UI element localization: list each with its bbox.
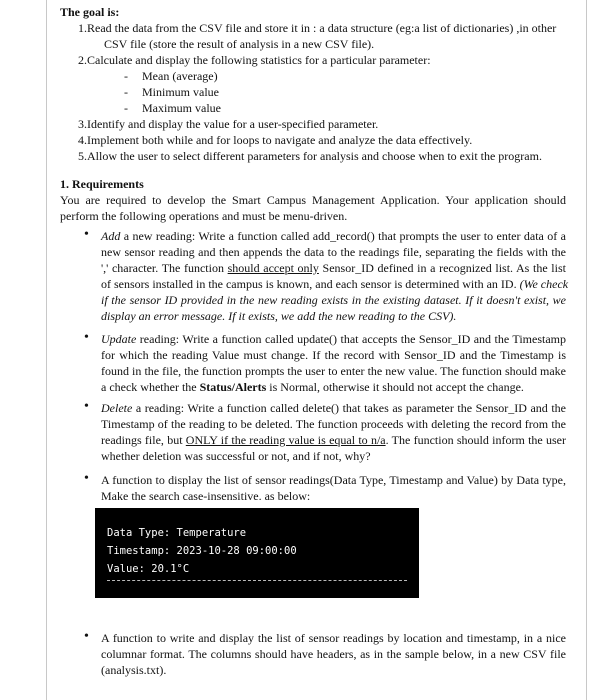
goal-heading: The goal is: [60, 5, 120, 19]
delete-line-2: Timestamp of the reading to be deleted. The function proceeds with deleting the record from the [101, 417, 566, 431]
goal-item-5: 5.Allow the user to select different parameters for analysis and choose when to exit the program. [78, 149, 542, 163]
goal-item-4: 4.Implement both while and for loops to navigate and analyze the data effectively. [78, 133, 473, 147]
bullet-icon: • [84, 471, 89, 486]
add-line-1: Add a new reading: Write a function called add_record() that prompts the user to enter data of a [101, 229, 566, 243]
add-line-3: ',' character. The function should accept only Sensor_ID defined in a recognized list. As the list [101, 261, 566, 275]
update-line-3: found in the file, the function prompts the user to enter the new value. The function should make [101, 364, 566, 378]
stat-dash: - [124, 85, 128, 99]
update-line-4: a check whether the Status/Alerts is Normal, otherwise it should not accept the change. [101, 380, 524, 394]
goal-item-3: 3.Identify and display the value for a user-specified parameter. [78, 117, 379, 131]
stat-dash: - [124, 69, 128, 83]
stat-min: Minimum value [142, 85, 219, 99]
stat-mean: Mean (average) [142, 69, 218, 83]
terminal-timestamp: Timestamp: 2023-10-28 09:00:00 [107, 545, 297, 557]
bullet-icon: • [84, 399, 89, 414]
requirements-intro-line: You are required to develop the Smart Campus Management Application. Your application should [60, 193, 566, 207]
goal-item-1-cont: CSV file (store the result of analysis in a new CSV file). [104, 37, 375, 51]
goal-item-2: 2.Calculate and display the following statistics for a particular parameter: [78, 53, 431, 67]
bullet-icon: • [84, 227, 89, 242]
terminal-data-type: Data Type: Temperature [107, 527, 247, 539]
display-line-1: A function to display the list of sensor readings(Data Type, Timestamp and Value) by Data type, [101, 473, 566, 487]
write-line-2: columnar format. The columns should have headers, as in the sample below, in a new CSV file [101, 647, 566, 661]
delete-line-1: Delete a reading: Write a function called delete() that takes as parameter the Sensor_ID and the [101, 401, 566, 415]
bullet-icon: • [84, 629, 89, 644]
requirements-intro-line: perform the following operations and must be menu-driven. [60, 209, 348, 223]
display-line-2: Make the search case-insensitive. as below: [101, 489, 311, 503]
bullet-icon: • [84, 330, 89, 345]
update-line-1: Update reading: Write a function called update() that accepts the Sensor_ID and the Timestamp [101, 332, 566, 346]
requirements-heading: 1. Requirements [60, 177, 144, 191]
stat-max: Maximum value [142, 101, 221, 115]
delete-line-4: whether deletion was successful or not, and if not, why? [101, 449, 371, 463]
add-line-4: of sensors installed in the campus is known, and each sensor is determined with an ID. (We check [101, 277, 569, 291]
add-line-5: if the sensor ID provided in the new reading exists in the existing dataset. If it doesn't exist, we [101, 293, 566, 307]
add-line-6: display an error message. If it exists, we add the new reading to the CSV). [101, 309, 457, 323]
page-border-right [586, 0, 587, 700]
terminal-separator [107, 580, 407, 581]
add-line-2: new sensor reading and then appends the data to the readings file, separating the fields with the [101, 245, 566, 259]
stat-dash: - [124, 101, 128, 115]
write-line-1: A function to write and display the list of sensor readings by location and timestamp, in a nice [101, 631, 566, 645]
delete-line-3: readings file, but ONLY if the reading value is equal to n/a. The function should inform the user [101, 433, 566, 447]
goal-item-1: 1.Read the data from the CSV file and store it in : a data structure (eg:a list of dictionaries) ,in other [78, 21, 557, 35]
write-line-3: (analysis.txt). [101, 663, 167, 677]
update-line-2: for which the reading Value must change. If the record with Sensor_ID and the Timestamp is [101, 348, 566, 362]
terminal-sample-output [95, 508, 419, 598]
page-border-left [46, 0, 47, 700]
terminal-value: Value: 20.1°C [107, 563, 190, 575]
